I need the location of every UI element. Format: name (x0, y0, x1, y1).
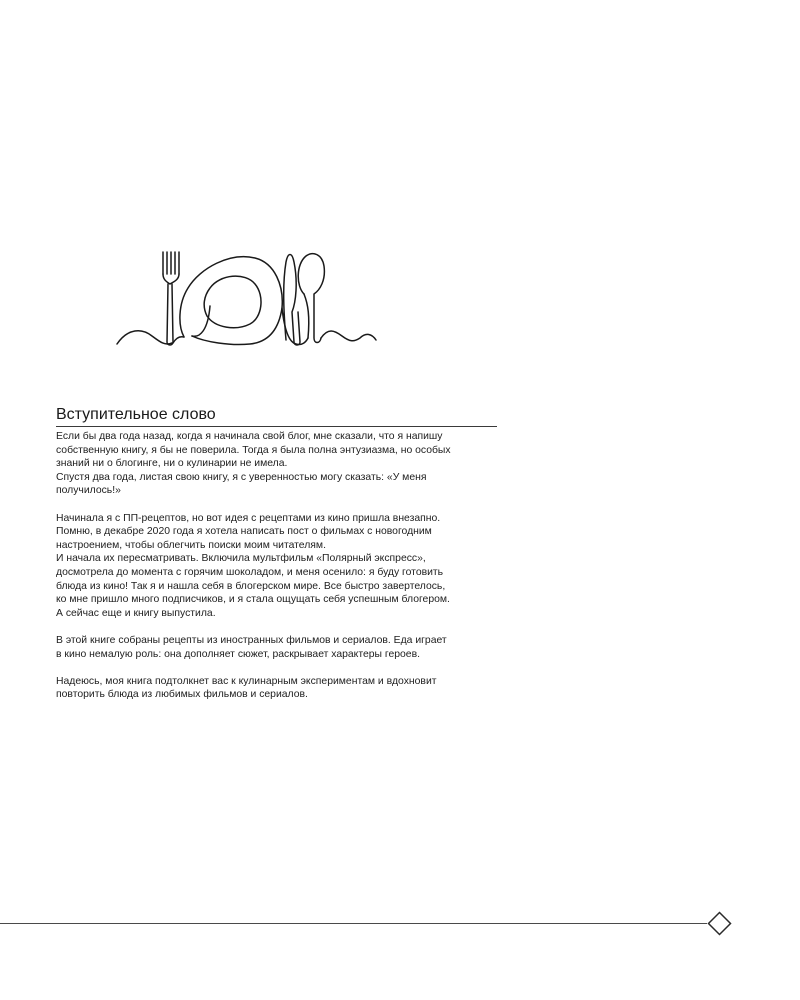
diamond-next-page-icon[interactable] (707, 911, 732, 936)
text-line: в кино немалую роль: она дополняет сюжет, раскрывает характеры героев. (56, 648, 420, 660)
text-line: блюда из кино! Так я и нашла себя в блогерском мире. Все быстро завертелось, (56, 580, 446, 592)
text-line: Начинала я с ПП-рецептов, но вот идея с рецептами из кино пришла внезапно. (56, 512, 441, 524)
text-line: ко мне пришло много подписчиков, и я стала ощущать себя успешным блогером. (56, 594, 450, 606)
text-line: Спустя два года, листая свою книгу, я с уверенностью могу сказать: «У меня (56, 471, 427, 483)
section-title: Вступительное слово (56, 406, 216, 423)
paragraph (56, 430, 501, 498)
plate-fork-knife-spoon-icon (110, 246, 380, 354)
paragraph (56, 512, 501, 621)
intro-text (56, 430, 501, 702)
paragraph (56, 634, 501, 661)
text-line: А сейчас еще и книгу выпустила. (56, 607, 216, 619)
text-line: повторить блюда из любимых фильмов и сериалов. (56, 689, 308, 701)
text-line: Если бы два года назад, когда я начинала свой блог, мне сказали, что я напишу (56, 431, 443, 442)
text-line: получилось!» (56, 485, 121, 497)
text-line: настроением, чтобы облегчить поиски моим читателям. (56, 539, 326, 551)
text-line: Помню, в декабре 2020 года я хотела написать пост о фильмах с новогодним (56, 526, 432, 538)
text-line: знаний ни о блогинге, ни о кулинарии не имела. (56, 458, 288, 470)
text-line: собственную книгу, я бы не поверила. Тогда я была полна энтузиазма, но особых (56, 444, 451, 456)
footer-rule (0, 923, 707, 924)
text-line: досмотрела до момента с горячим шоколадом, и меня осенило: я буду готовить (56, 566, 444, 578)
text-line: И начала их пересматривать. Включила мультфильм «Полярный экспресс», (56, 553, 426, 565)
paragraph (56, 675, 501, 702)
text-line: В этой книге собраны рецепты из иностранных фильмов и сериалов. Еда играет (56, 634, 447, 646)
title-underline (56, 426, 497, 427)
text-line: Надеюсь, моя книга подтолкнет вас к кулинарным экспериментам и вдохновит (56, 675, 437, 687)
